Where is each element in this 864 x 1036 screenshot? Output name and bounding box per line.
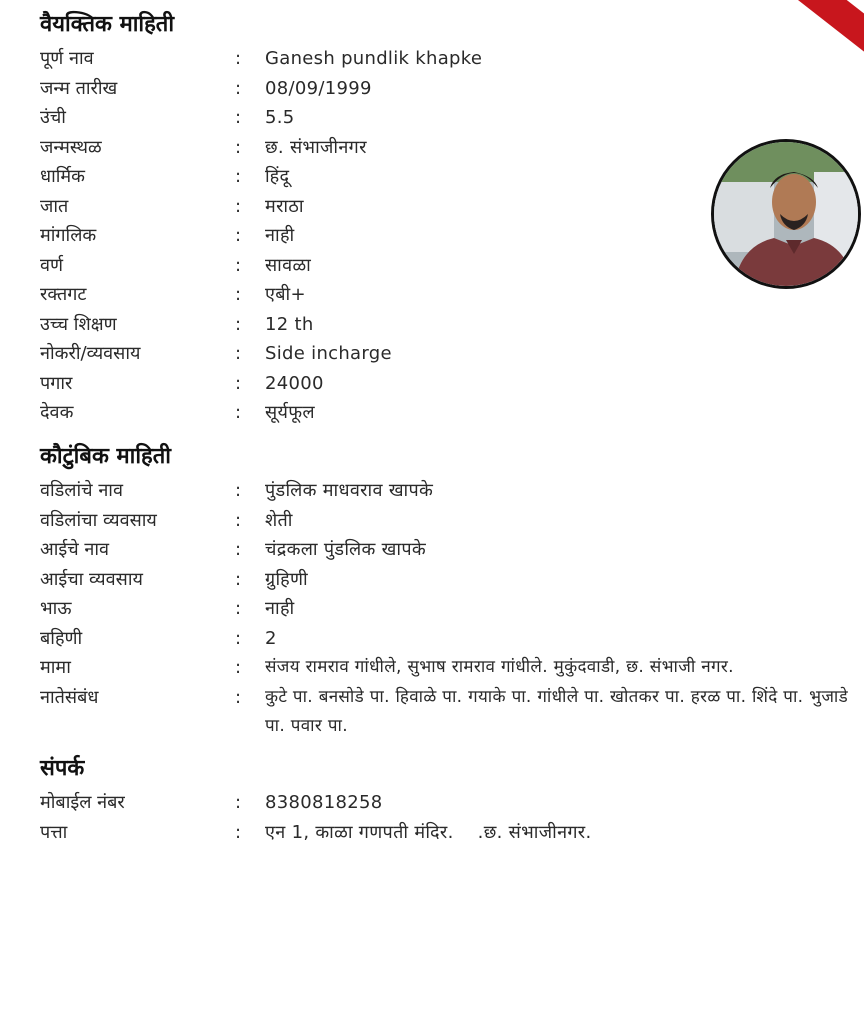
row-colon: :: [235, 225, 242, 246]
row-label: नातेसंबंध: [40, 686, 99, 708]
family-rows: [40, 476, 860, 742]
row-label: आईचा व्यवसाय: [40, 568, 143, 590]
row-relations: [40, 683, 860, 742]
row-colon: :: [235, 627, 242, 649]
row-value: Side incharge: [265, 343, 392, 364]
row-colon: :: [235, 686, 242, 708]
row-value: छ. संभाजीनगर: [265, 136, 367, 158]
row-label: नोकरी/व्यवसाय: [40, 343, 141, 364]
row-colon: :: [235, 509, 242, 531]
profile-photo-illustration: [714, 142, 858, 286]
row-value: 2: [265, 627, 277, 649]
row-label: पत्ता: [40, 821, 68, 843]
row-maternal-uncle: [40, 653, 860, 683]
row-father-occupation: [40, 506, 860, 536]
family-section: [40, 440, 860, 742]
row-colon: :: [235, 372, 242, 394]
row-colon: :: [235, 598, 242, 619]
row-label: धार्मिक: [40, 166, 85, 187]
row-value: 5.5: [265, 107, 295, 128]
row-brothers: [40, 594, 860, 624]
row-colon: :: [235, 539, 242, 560]
row-mother-name: [40, 535, 860, 565]
row-label: जन्मस्थळ: [40, 136, 102, 158]
row-height: [40, 103, 860, 133]
row-value: ग्रुहिणी: [265, 568, 308, 590]
row-colon: :: [235, 657, 242, 678]
row-value: हिंदू: [265, 166, 290, 187]
row-blood-group: [40, 280, 860, 310]
row-colon: :: [235, 313, 242, 335]
row-label: मोबाईल नंबर: [40, 792, 125, 813]
row-colon: :: [235, 107, 242, 128]
row-label: वडिलांचे नाव: [40, 480, 123, 501]
row-value: 08/09/1999: [265, 77, 372, 99]
row-label: उच्च शिक्षण: [40, 313, 117, 335]
row-colon: :: [235, 343, 242, 364]
row-label: मांगलिक: [40, 225, 97, 246]
row-salary: [40, 369, 860, 399]
row-value: एन 1, काळा गणपती मंदिर. .छ. संभाजीनगर.: [265, 821, 592, 843]
row-value: पुंडलिक माधवराव खापके: [265, 480, 434, 501]
row-colon: :: [235, 254, 242, 276]
contact-section: [40, 752, 860, 847]
row-address: [40, 818, 860, 848]
row-label: आईचे नाव: [40, 539, 110, 560]
row-label: वडिलांचा व्यवसाय: [40, 509, 157, 531]
row-label: बहिणी: [40, 627, 83, 649]
row-value: नाही: [265, 598, 295, 619]
row-mother-occupation: [40, 565, 860, 595]
row-label: जन्म तारीख: [40, 77, 118, 99]
row-colon: :: [235, 792, 242, 813]
row-value: एबी+: [265, 284, 306, 305]
contact-rows: [40, 788, 860, 847]
row-value: 8380818258: [265, 792, 383, 813]
row-value: शेती: [265, 509, 293, 531]
row-colon: :: [235, 136, 242, 158]
row-value: कुटे पा. बनसोडे पा. हिवाळे पा. गयाके पा. गांधीले पा. खोतकर पा. हरळ पा. शिंदे पा. भुजाडे पा. पवार पा.: [265, 686, 849, 736]
row-label: देवक: [40, 402, 74, 423]
row-education: [40, 310, 860, 340]
row-value: सावळा: [265, 254, 312, 276]
row-value: 12 th: [265, 313, 314, 335]
row-label: जात: [40, 195, 69, 217]
row-value: संजय रामराव गांधीले, सुभाष रामराव गांधीले. मुकुंदवाडी, छ. संभाजी नगर.: [265, 657, 734, 677]
row-colon: :: [235, 48, 242, 69]
row-label: पगार: [40, 372, 73, 394]
row-value: चंद्रकला पुंडलिक खापके: [265, 539, 426, 560]
row-father-name: [40, 476, 860, 506]
row-colon: :: [235, 821, 242, 843]
row-colon: :: [235, 402, 242, 423]
row-mobile: [40, 788, 860, 818]
row-value: Ganesh pundlik khapke: [265, 48, 483, 69]
row-label: उंची: [40, 107, 66, 128]
row-colon: :: [235, 166, 242, 187]
row-birth-date: [40, 74, 860, 104]
row-value: नाही: [265, 225, 295, 246]
row-label: पूर्ण नाव: [40, 48, 94, 69]
row-label: भाऊ: [40, 598, 72, 619]
row-label: रक्तगट: [40, 284, 87, 305]
row-colon: :: [235, 195, 242, 217]
row-occupation: [40, 339, 860, 369]
profile-photo: [711, 139, 861, 289]
row-colon: :: [235, 568, 242, 590]
row-colon: :: [235, 77, 242, 99]
row-value: सूर्यफूल: [265, 402, 315, 423]
row-label: मामा: [40, 657, 71, 678]
row-full-name: [40, 44, 860, 74]
row-colon: :: [235, 480, 242, 501]
row-value: 24000: [265, 372, 324, 394]
section-title-family: कौटुंबिक माहिती: [40, 444, 171, 469]
row-value: मराठा: [265, 195, 304, 217]
section-title-personal: वैयक्तिक माहिती: [40, 12, 175, 37]
row-devak: [40, 398, 860, 428]
section-title-contact: संपर्क: [40, 756, 85, 781]
row-label: वर्ण: [40, 254, 64, 276]
row-colon: :: [235, 284, 242, 305]
row-sisters: [40, 624, 860, 654]
